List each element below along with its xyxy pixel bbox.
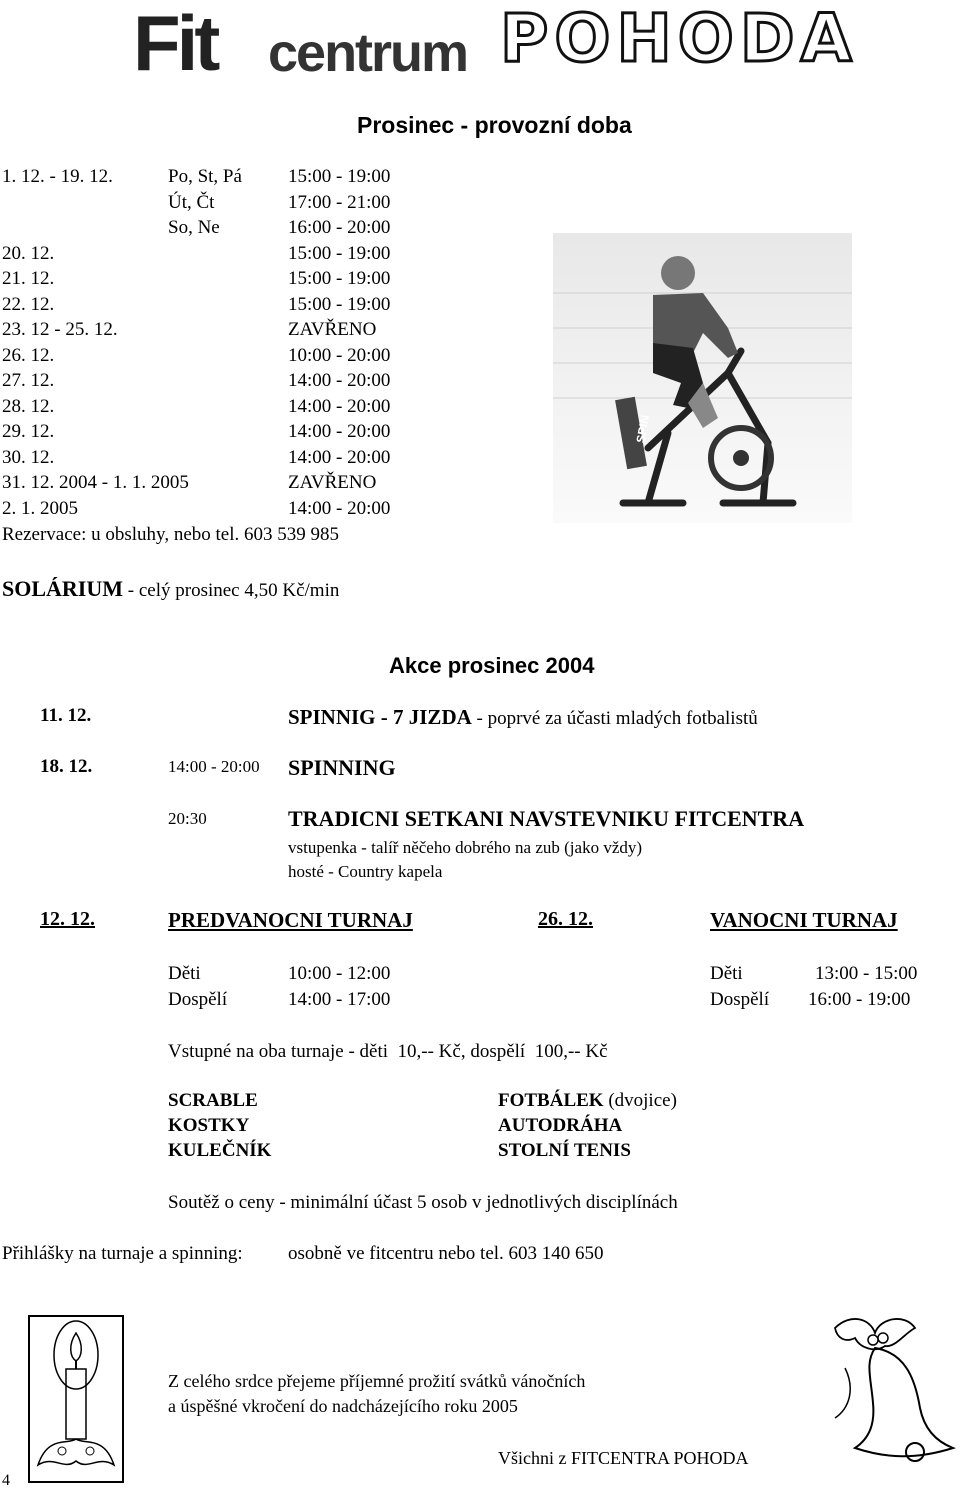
event3-line2: hosté - Country kapela [288,862,443,881]
schedule-date: 30. 12. [2,446,55,468]
logo-centrum-text: centrum [268,23,468,83]
schedule-time: 15:00 - 19:00 [288,293,391,315]
discipline-left: KOSTKY [168,1115,250,1136]
event1-date: 11. 12. [40,705,92,726]
schedule-date: 23. 12 - 25. 12. [2,319,118,340]
event1-note: - poprvé za účasti mladých fotbalistů [471,708,758,729]
schedule-days: Po, St, Pá [168,166,242,187]
schedule-time: 10:00 - 20:00 [288,344,391,366]
schedule-date: 22. 12. [2,293,55,315]
tournament2-row: Dospělí [710,989,770,1010]
schedule-date: 29. 12. [2,421,55,442]
tournament2-row: Děti [710,963,743,984]
tournament1-row: Děti [168,963,201,984]
schedule-days: Út, Čt [168,191,215,213]
schedule-date: 26. 12. [2,344,55,366]
schedule-time: 14:00 - 20:00 [288,497,391,519]
candle-illustration [28,1315,124,1483]
schedule-date: 28. 12. [2,395,55,417]
schedule-date: 31. 12. 2004 - 1. 1. 2005 [2,472,189,493]
schedule-days: So, Ne [168,217,220,238]
event3-line1: vstupenka - talíř něčeho dobrého na zub (jako vždy) [288,838,643,857]
bell-illustration [815,1308,957,1468]
greeting-line2: a úspěšné vkročení do nadcházejícího roku 2005 [168,1396,518,1416]
event1-title: SPINNIG - 7 JIZDA [288,705,472,729]
logo-pohoda-text: POHODA [500,0,858,77]
schedule-time: 16:00 - 20:00 [288,217,391,238]
schedule-time: 14:00 - 20:00 [288,421,391,442]
discipline-right: STOLNÍ TENIS [498,1140,631,1161]
solarium-title: SOLÁRIUM [2,576,124,601]
signup-label: Přihlášky na turnaje a spinning: [2,1243,243,1264]
event2-time: 14:00 - 20:00 [168,757,260,776]
schedule-time: 14:00 - 20:00 [288,395,391,417]
tournament1-row-time: 14:00 - 17:00 [288,989,391,1010]
page-number: 4 [2,1472,10,1489]
tournament1-row: Dospělí [168,989,228,1010]
greeting-line1: Z celého srdce přejeme příjemné prožití svátků vánočních [168,1371,586,1391]
schedule-date: 1. 12. - 19. 12. [2,166,113,187]
discipline-right: AUTODRÁHA [498,1115,623,1136]
schedule-time: 15:00 - 19:00 [288,242,391,264]
signup-value: osobně ve fitcentru nebo tel. 603 140 650 [288,1243,604,1264]
schedule-time: 14:00 - 20:00 [288,370,391,391]
schedule-time: ZAVŘENO [288,319,377,340]
event3-time: 20:30 [168,809,207,828]
spinning-photo [553,233,852,523]
schedule-time: 15:00 - 19:00 [288,166,391,187]
discipline-left: KULEČNÍK [168,1140,272,1161]
tournament2-title: VANOCNI TURNAJ [710,908,898,932]
discipline-left: SCRABLE [168,1090,258,1111]
event1 [288,705,758,730]
events-title: Akce prosinec 2004 [389,653,595,678]
event2-title: SPINNING [288,755,396,780]
schedule-date: 27. 12. [2,370,55,391]
schedule-time: 14:00 - 20:00 [288,446,391,468]
greeting-signature: Všichni z FITCENTRA POHODA [498,1448,749,1468]
schedule-date: 20. 12. [2,242,55,264]
schedule-date: 21. 12. [2,268,55,289]
solarium-line [2,576,339,602]
svg-text:SPIN: SPIN [633,413,653,445]
schedule-time: ZAVŘENO [288,472,377,493]
tournament1-row-time: 10:00 - 12:00 [288,963,391,984]
discipline-fotbalek: FOTBÁLEK [498,1090,604,1111]
event2-date: 18. 12. [40,756,93,777]
tournament1-date: 12. 12. [40,908,95,930]
page-title: Prosinec - provozní doba [357,112,632,138]
schedule-time: 17:00 - 21:00 [288,191,391,213]
entry-fee: Vstupné na oba turnaje - děti 10,-- Kč, dospělí 100,-- Kč [168,1041,608,1062]
prize-note: Soutěž o ceny - minimální účast 5 osob v jednotlivých disciplínách [168,1192,678,1213]
discipline-fotbalek-note: (dvojice) [603,1090,677,1111]
tournament1-title: PREDVANOCNI TURNAJ [168,908,413,932]
solarium-text: - celý prosinec 4,50 Kč/min [123,580,340,601]
logo-fit-text: Fit [133,0,217,87]
tournament2-row-time: 13:00 - 15:00 [815,963,918,984]
reservation-note: Rezervace: u obsluhy, nebo tel. 603 539 985 [2,524,339,545]
discipline-right [498,1090,677,1112]
tournament2-date: 26. 12. [538,908,593,930]
schedule-date: 2. 1. 2005 [2,497,78,519]
tournament2-row-time: 16:00 - 19:00 [808,989,911,1010]
schedule-time: 15:00 - 19:00 [288,268,391,289]
event3-title: TRADICNI SETKANI NAVSTEVNIKU FITCENTRA [288,806,805,831]
